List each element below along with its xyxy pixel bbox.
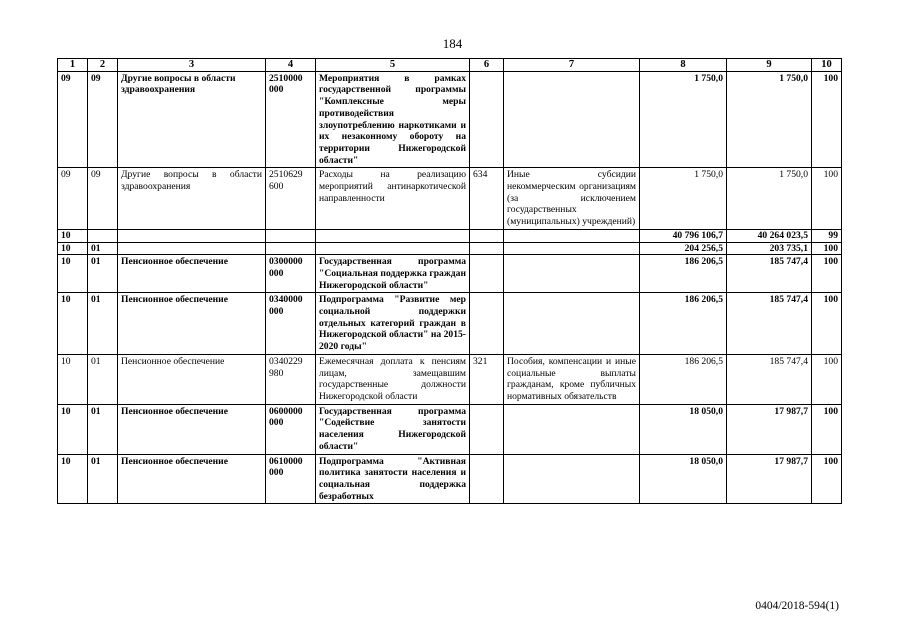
executed-amount: 40 264 023,5 (727, 229, 812, 242)
section-code: 10 (58, 404, 88, 454)
executed-amount: 185 747,4 (727, 293, 812, 355)
planned-amount: 18 050,0 (640, 404, 727, 454)
expense-type-name (504, 454, 640, 504)
subsection-code: 09 (88, 168, 118, 230)
target-article-code (266, 229, 316, 242)
execution-percent: 100 (812, 255, 842, 293)
table-row (58, 354, 842, 404)
executed-amount: 17 987,7 (727, 404, 812, 454)
target-article-name: Подпрограмма "Развитие мер социальной поддержки отдельных категорий граждан в Нижегородской области" на 2015-2020 годы" (316, 293, 470, 355)
subsection-name: Пенсионное обеспечение (118, 404, 266, 454)
target-article-name: Ежемесячная доплата к пенсиям лицам, замещавшим государственные должности Нижегородской области (316, 354, 470, 404)
subsection-code: 01 (88, 242, 118, 255)
table-row (58, 293, 842, 355)
subsection-name: Пенсионное обеспечение (118, 255, 266, 293)
table-row (58, 242, 842, 255)
planned-amount: 18 050,0 (640, 454, 727, 504)
header-cell: 3 (118, 59, 266, 72)
section-code: 09 (58, 71, 88, 168)
planned-amount: 1 750,0 (640, 168, 727, 230)
header-cell: 4 (266, 59, 316, 72)
expense-type-name (504, 242, 640, 255)
section-code: 10 (58, 255, 88, 293)
expense-type-name (504, 293, 640, 355)
expense-type-name (504, 71, 640, 168)
subsection-code: 09 (88, 71, 118, 168)
target-article-name: Мероприятия в рамках государственной программы "Комплексные меры противодействия злоупотреблению наркотиками и их незаконному обороту на территории Нижегородской области" (316, 71, 470, 168)
subsection-code: 01 (88, 454, 118, 504)
subsection-code (88, 229, 118, 242)
execution-percent: 100 (812, 354, 842, 404)
execution-percent: 99 (812, 229, 842, 242)
executed-amount: 1 750,0 (727, 71, 812, 168)
section-code: 10 (58, 242, 88, 255)
header-cell: 9 (727, 59, 812, 72)
table-row (58, 404, 842, 454)
expense-type-code (470, 404, 504, 454)
execution-percent: 100 (812, 404, 842, 454)
table-row (58, 229, 842, 242)
target-article-name (316, 242, 470, 255)
target-article-name: Подпрограмма "Активная политика занятости населения и социальная поддержка безработных (316, 454, 470, 504)
expense-type-code (470, 255, 504, 293)
subsection-code: 01 (88, 354, 118, 404)
subsection-code: 01 (88, 404, 118, 454)
target-article-code: 2510629 600 (266, 168, 316, 230)
section-code: 09 (58, 168, 88, 230)
subsection-name: Другие вопросы в области здравоохранения (118, 168, 266, 230)
header-cell: 1 (58, 59, 88, 72)
target-article-name (316, 229, 470, 242)
target-article-name: Государственная программа "Социальная поддержка граждан Нижегородской области" (316, 255, 470, 293)
header-cell: 6 (470, 59, 504, 72)
document-code: 0404/2018-594(1) (755, 600, 839, 612)
planned-amount: 40 796 106,7 (640, 229, 727, 242)
subsection-name (118, 242, 266, 255)
execution-percent: 100 (812, 71, 842, 168)
planned-amount: 186 206,5 (640, 354, 727, 404)
expense-type-code (470, 293, 504, 355)
expense-type-name: Иные субсидии некоммерческим организациям (за исключением государственных (муниципальных) учреждений) (504, 168, 640, 230)
header-cell: 10 (812, 59, 842, 72)
expense-type-code: 634 (470, 168, 504, 230)
planned-amount: 1 750,0 (640, 71, 727, 168)
table-row (58, 255, 842, 293)
target-article-code: 0610000 000 (266, 454, 316, 504)
header-cell: 5 (316, 59, 470, 72)
subsection-code: 01 (88, 293, 118, 355)
expense-type-code: 321 (470, 354, 504, 404)
target-article-code: 0340229 980 (266, 354, 316, 404)
expense-type-code (470, 71, 504, 168)
table-row (58, 168, 842, 230)
execution-percent: 100 (812, 454, 842, 504)
expense-type-name (504, 255, 640, 293)
execution-percent: 100 (812, 168, 842, 230)
target-article-code: 0600000 000 (266, 404, 316, 454)
executed-amount: 17 987,7 (727, 454, 812, 504)
target-article-name: Расходы на реализацию мероприятий антинаркотической направленности (316, 168, 470, 230)
budget-table (57, 58, 842, 504)
header-cell: 2 (88, 59, 118, 72)
target-article-code (266, 242, 316, 255)
table-row (58, 71, 842, 168)
expense-type-code (470, 454, 504, 504)
planned-amount: 186 206,5 (640, 255, 727, 293)
subsection-name: Другие вопросы в области здравоохранения (118, 71, 266, 168)
executed-amount: 1 750,0 (727, 168, 812, 230)
executed-amount: 185 747,4 (727, 354, 812, 404)
execution-percent: 100 (812, 242, 842, 255)
expense-type-name (504, 229, 640, 242)
target-article-code: 2510000 000 (266, 71, 316, 168)
section-code: 10 (58, 354, 88, 404)
expense-type-code (470, 229, 504, 242)
execution-percent: 100 (812, 293, 842, 355)
planned-amount: 204 256,5 (640, 242, 727, 255)
subsection-name: Пенсионное обеспечение (118, 354, 266, 404)
planned-amount: 186 206,5 (640, 293, 727, 355)
page-number: 184 (442, 36, 463, 51)
target-article-code: 0300000 000 (266, 255, 316, 293)
expense-type-name (504, 404, 640, 454)
section-code: 10 (58, 229, 88, 242)
table-row (58, 454, 842, 504)
executed-amount: 185 747,4 (727, 255, 812, 293)
expense-type-code (470, 242, 504, 255)
header-cell: 7 (504, 59, 640, 72)
target-article-name: Государственная программа "Содействие занятости населения Нижегородской области" (316, 404, 470, 454)
section-code: 10 (58, 454, 88, 504)
header-row (58, 59, 842, 72)
expense-type-name: Пособия, компенсации и иные социальные выплаты гражданам, кроме публичных нормативных обязательств (504, 354, 640, 404)
subsection-name (118, 229, 266, 242)
executed-amount: 203 735,1 (727, 242, 812, 255)
subsection-name: Пенсионное обеспечение (118, 293, 266, 355)
header-cell: 8 (640, 59, 727, 72)
target-article-code: 0340000 000 (266, 293, 316, 355)
subsection-name: Пенсионное обеспечение (118, 454, 266, 504)
section-code: 10 (58, 293, 88, 355)
subsection-code: 01 (88, 255, 118, 293)
